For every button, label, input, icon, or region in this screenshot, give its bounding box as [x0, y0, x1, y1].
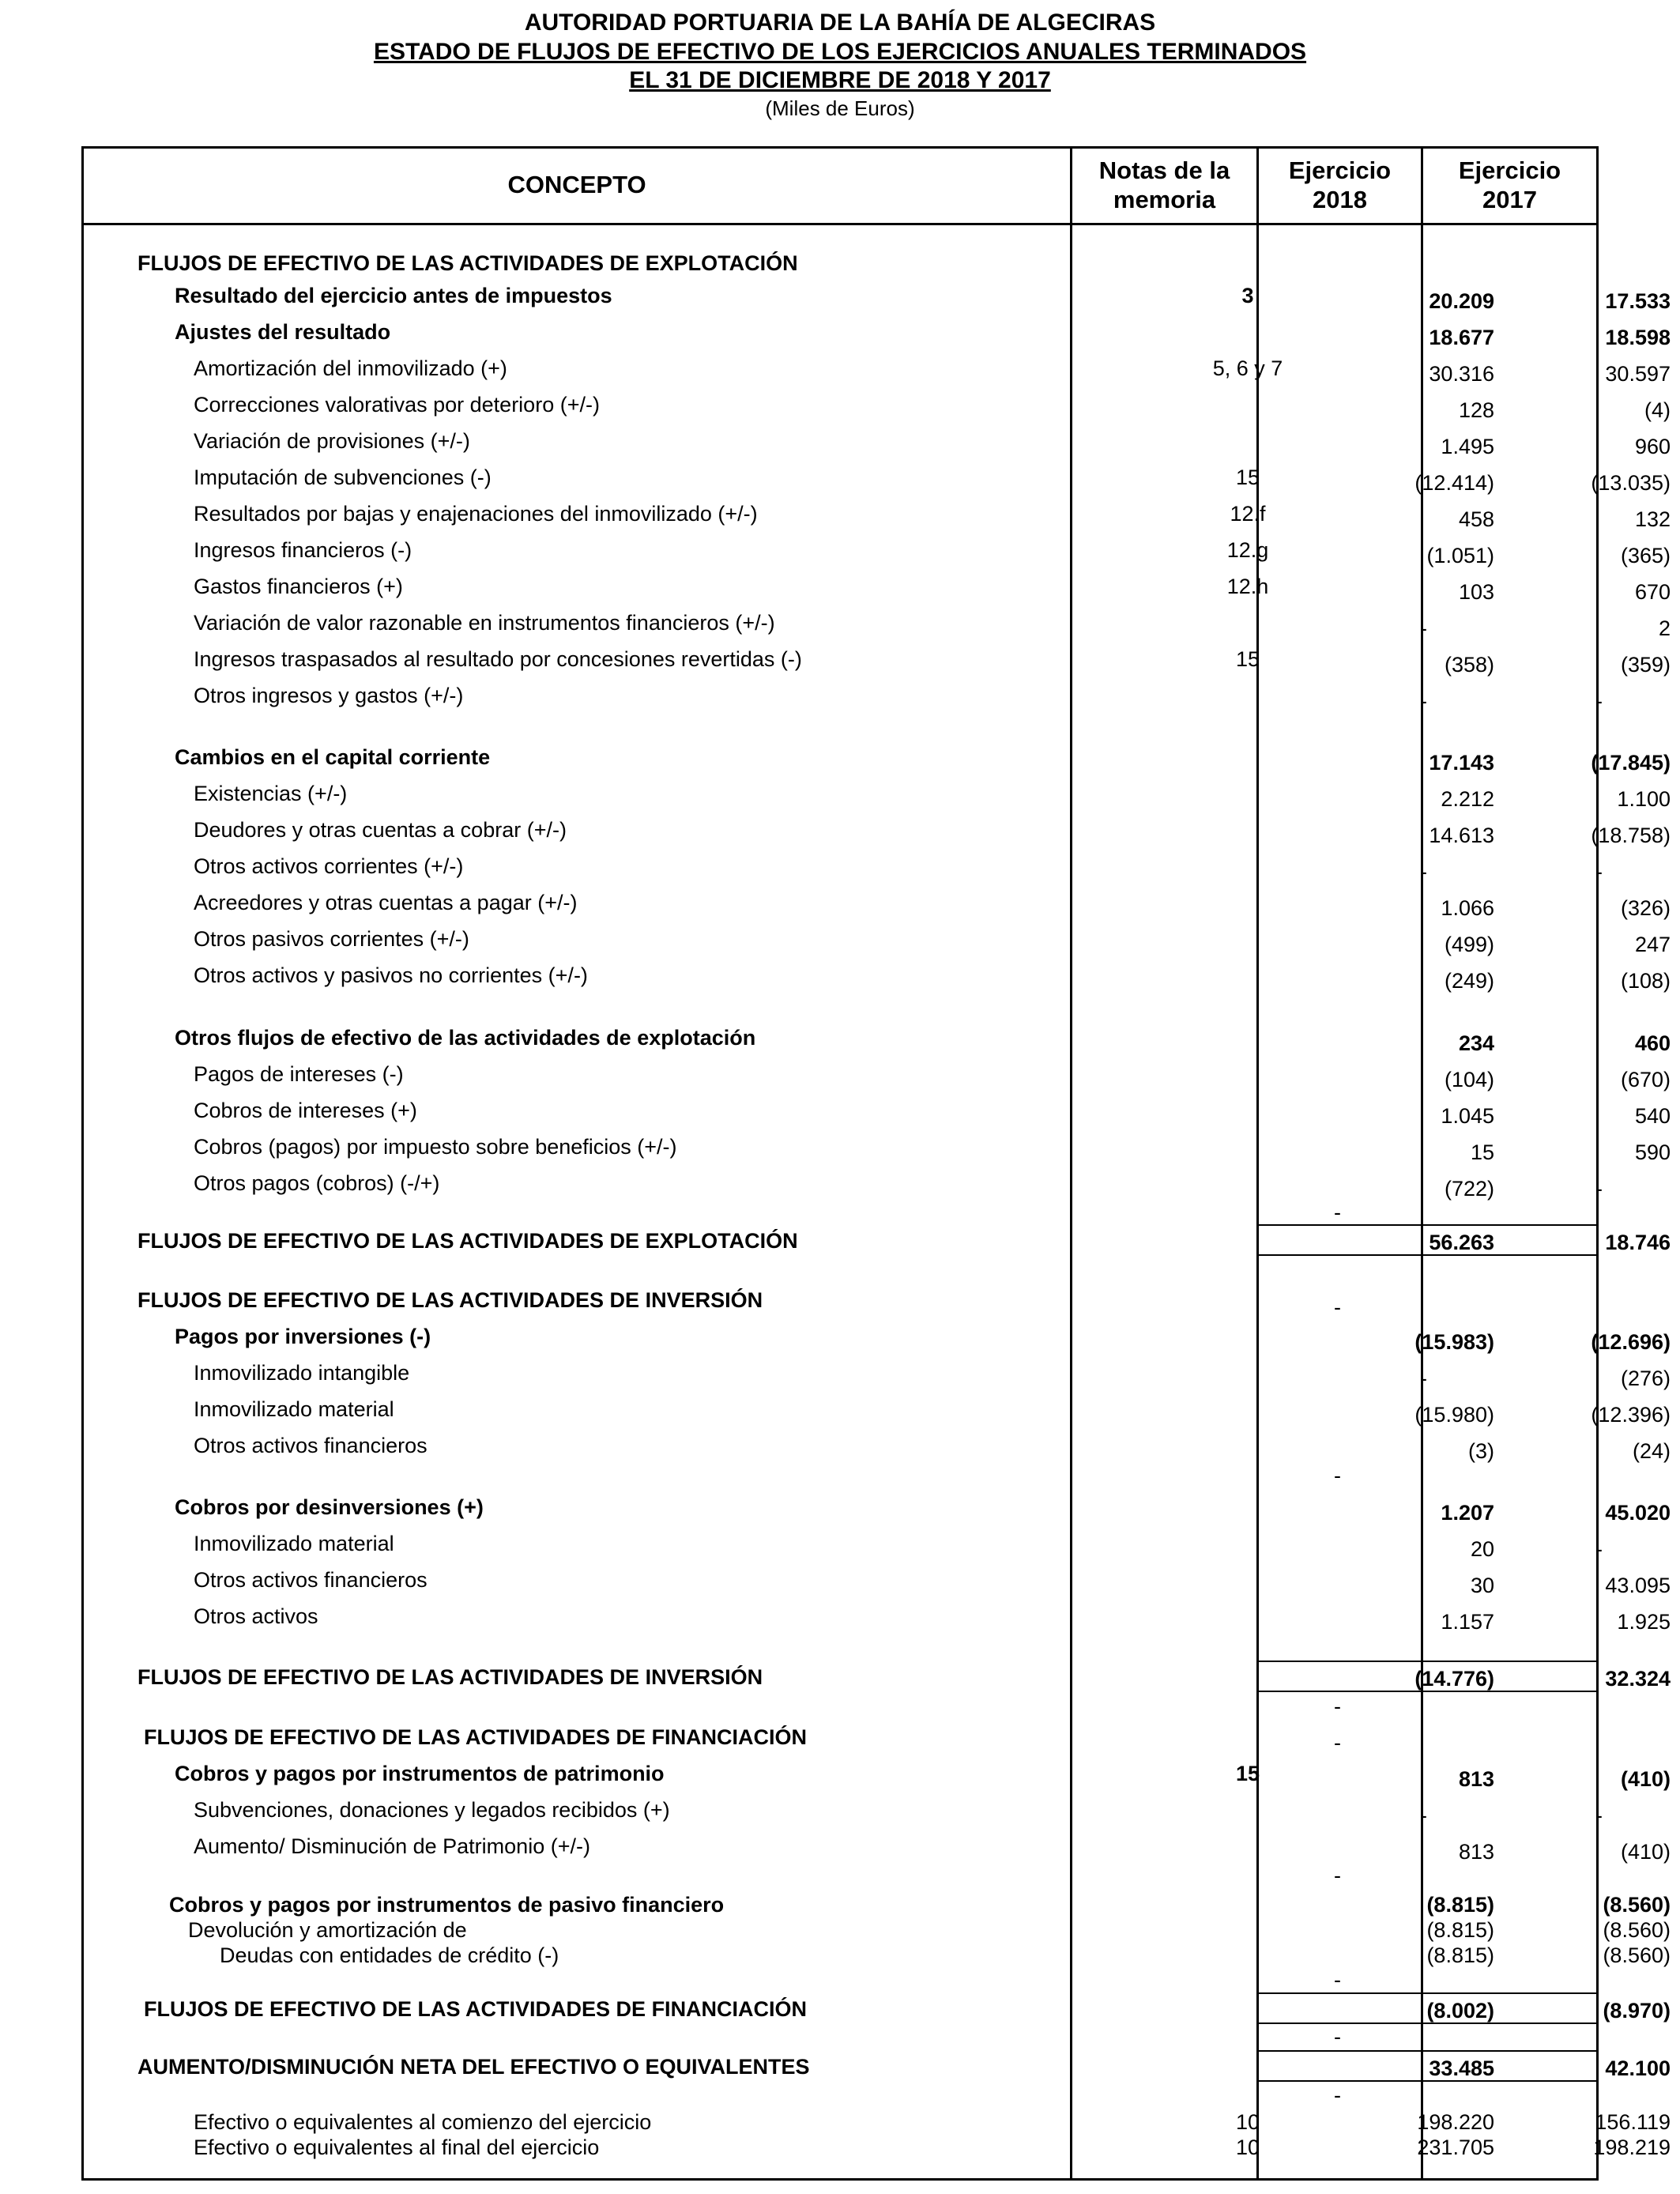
table-row: Imputación de subvenciones (-) 15 (12.414) (13.035) — [194, 466, 1671, 495]
table-row: Pagos por inversiones (-) (15.983) (12.696) — [175, 1325, 1671, 1354]
total-bottom-line — [1256, 1254, 1596, 1256]
organization-title: AUTORIDAD PORTUARIA DE LA BAHÍA DE ALGECIRAS — [524, 9, 1156, 36]
table-row: FLUJOS DE EFECTIVO DE LAS ACTIVIDADES DE FINANCIACIÓN (8.002) (8.970) — [144, 1997, 1671, 2022]
column-header-2018: Ejercicio 2018 — [1288, 156, 1392, 213]
table-row: FLUJOS DE EFECTIVO DE LAS ACTIVIDADES DE INVERSIÓN — [137, 1288, 763, 1312]
table-row: Devolución y amortización de (8.815) (8.560) — [188, 1918, 1671, 1942]
dash-marker: - — [1334, 2025, 1341, 2049]
dash-marker: - — [1334, 1201, 1341, 1224]
table-row: Cobros y pagos por instrumentos de pasivo financiero (8.815) (8.560) — [169, 1893, 1671, 1917]
total-bottom-line — [1256, 2080, 1596, 2082]
total-top-line — [1256, 2050, 1596, 2052]
table-row: Inmovilizado material (15.980) (12.396) — [194, 1397, 1671, 1427]
total-bottom-line — [1256, 2022, 1596, 2024]
table-row: Deudas con entidades de crédito (-) (8.815) (8.560) — [220, 1943, 1671, 1967]
column-header-notas: Notas de la memoria — [1098, 156, 1230, 213]
table-row: Otros pasivos corrientes (+/-) (499) 247 — [194, 927, 1671, 956]
table-row: Resultado del ejercicio antes de impuestos 3 20.209 17.533 — [175, 284, 1671, 313]
table-row: Inmovilizado intangible - (276) — [194, 1361, 1671, 1390]
dash-marker: - — [1334, 1864, 1341, 1887]
table-row: Ingresos financieros (-) 12.g (1.051) (365) — [194, 538, 1671, 567]
table-row: Cambios en el capital corriente 17.143 (17.845) — [175, 745, 1671, 775]
table-row: Otros ingresos y gastos (+/-) - - — [194, 684, 1603, 713]
header-divider — [81, 223, 1599, 225]
table-row: Correcciones valorativas por deterioro (+/-) 128 (4) — [194, 393, 1671, 422]
table-row: Subvenciones, donaciones y legados recibidos (+) - - — [194, 1798, 1603, 1827]
total-top-line — [1256, 1224, 1596, 1226]
dash-marker: - — [1334, 1731, 1341, 1755]
table-row: Cobros por desinversiones (+) 1.207 45.020 — [175, 1495, 1671, 1525]
table-row: Cobros (pagos) por impuesto sobre beneficios (+/-) 15 590 — [194, 1135, 1671, 1164]
statement-date: EL 31 DE DICIEMBRE DE 2018 Y 2017 — [629, 67, 1051, 93]
table-row: Resultados por bajas y enajenaciones del inmovilizado (+/-) 12.f 458 132 — [194, 502, 1671, 531]
table-row: Ingresos traspasados al resultado por concesiones revertidas (-) 15 (358) (359) — [194, 647, 1671, 677]
document-header — [0, 8, 1680, 122]
table-row: Acreedores y otras cuentas a pagar (+/-) 1.066 (326) — [194, 891, 1671, 920]
statement-title: ESTADO DE FLUJOS DE EFECTIVO DE LOS EJERCICIOS ANUALES TERMINADOS — [373, 39, 1307, 65]
table-row: Inmovilizado material 20 - — [194, 1532, 1603, 1561]
column-header-2017: Ejercicio 2017 — [1458, 156, 1561, 213]
table-row: FLUJOS DE EFECTIVO DE LAS ACTIVIDADES DE EXPLOTACIÓN 56.263 18.746 — [137, 1229, 1671, 1254]
total-bottom-line — [1256, 1691, 1596, 1692]
table-row: Otros activos financieros (3) (24) — [194, 1434, 1671, 1463]
table-row: FLUJOS DE EFECTIVO DE LAS ACTIVIDADES DE INVERSIÓN (14.776) 32.324 — [137, 1665, 1671, 1691]
table-row: FLUJOS DE EFECTIVO DE LAS ACTIVIDADES DE EXPLOTACIÓN — [137, 251, 798, 275]
table-row: Otros activos corrientes (+/-) - - — [194, 854, 1603, 884]
dash-marker: - — [1334, 1695, 1341, 1718]
table-row: Efectivo o equivalentes al final del ejercicio 10 231.705 198.219 — [194, 2136, 1671, 2159]
table-row: Cobros y pagos por instrumentos de patrimonio 15 813 (410) — [175, 1762, 1671, 1791]
table-row: Variación de valor razonable en instrumentos financieros (+/-) - 2 — [194, 611, 1671, 640]
dash-marker: - — [1334, 1295, 1341, 1319]
total-top-line — [1256, 1661, 1596, 1662]
column-header-concepto: CONCEPTO — [507, 171, 646, 198]
table-row: Amortización del inmovilizado (+) 5, 6 y 7 30.316 30.597 — [194, 356, 1671, 386]
table-row: Otros activos financieros 30 43.095 — [194, 1568, 1671, 1597]
table-row: Gastos financieros (+) 12.h 103 670 — [194, 575, 1671, 604]
table-row: Pagos de intereses (-) (104) (670) — [194, 1062, 1671, 1091]
dash-marker: - — [1334, 2083, 1341, 2107]
table-row: Otros activos y pasivos no corrientes (+/-) (249) (108) — [194, 963, 1671, 993]
table-row: Otros pagos (cobros) (-/+) (722) - — [194, 1171, 1603, 1201]
currency-unit: (Miles de Euros) — [765, 96, 915, 120]
table-row: Deudores y otras cuentas a cobrar (+/-) 14.613 (18.758) — [194, 818, 1671, 847]
table-row: Aumento/ Disminución de Patrimonio (+/-) 813 (410) — [194, 1834, 1671, 1864]
table-row: Otros activos 1.157 1.925 — [194, 1604, 1671, 1634]
table-row: AUMENTO/DISMINUCIÓN NETA DEL EFECTIVO O EQUIVALENTES 33.485 42.100 — [137, 2055, 1671, 2080]
table-row: Variación de provisiones (+/-) 1.495 960 — [194, 429, 1671, 458]
total-top-line — [1256, 1992, 1596, 1994]
table-row: Ajustes del resultado 18.677 18.598 — [175, 320, 1671, 349]
table-row: Efectivo o equivalentes al comienzo del ejercicio 10 198.220 156.119 — [194, 2110, 1671, 2134]
table-row: FLUJOS DE EFECTIVO DE LAS ACTIVIDADES DE FINANCIACIÓN — [144, 1725, 808, 1749]
dash-marker: - — [1334, 1968, 1341, 1992]
dash-marker: - — [1334, 1464, 1341, 1487]
table-row: Otros flujos de efectivo de las actividades de explotación 234 460 — [175, 1026, 1671, 1055]
table-row: Cobros de intereses (+) 1.045 540 — [194, 1099, 1671, 1128]
table-row: Existencias (+/-) 2.212 1.100 — [194, 782, 1671, 811]
